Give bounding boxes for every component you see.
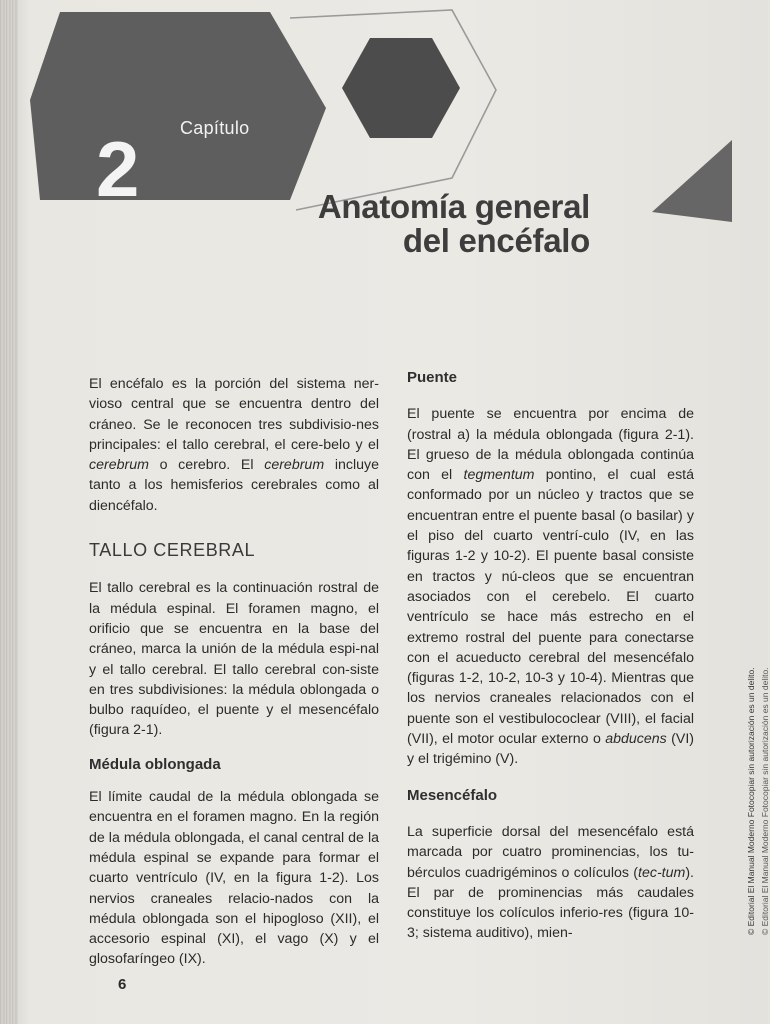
puente-paragraph: [407, 404, 694, 769]
copyright-margin-note-faded: © Editorial El Manual Moderno Fotocopiar sin autorización es un delito.: [760, 667, 770, 935]
chapter-title: [270, 190, 590, 258]
intro-text-1: El encéfalo es la porción del sistema ner-vioso central que se encuentra dentro del cráneo. Se le reconocen tres subdivisio-nes principales: el tallo cerebral, el cere-belo y el: [89, 376, 379, 453]
mesencefalo-text-2: ). El par de prominencias más caudales constituye los colículos inferio-res (figura 10-3; sistema auditivo), mien-: [407, 864, 694, 942]
chapter-title-line-2: del encéfalo: [402, 222, 590, 259]
header-hexagon-small: [342, 38, 460, 138]
intro-text-2: o cerebro. El: [148, 457, 265, 474]
medula-oblongada-paragraph: El límite caudal de la médula oblongada se encuentra en el foramen magno. En la región de la médula oblongada, el canal central de la médula espinal se expande para formar el cuarto ventrículo (IV, en la figura 1-2). Los nervios craneales relacio-nados con la médula oblongada son el hipogloso (XII), el accesorio espinal (XI), el vago (X) y el glosofaríngeo (IX).: [89, 789, 379, 968]
subheading-puente: Puente: [407, 369, 458, 386]
subheading-mesencefalo: Mesencéfalo: [407, 786, 498, 804]
header-hexagon-main: [30, 12, 326, 200]
intro-paragraph: [89, 374, 379, 516]
chapter-title-line-1: Anatomía general: [317, 188, 590, 225]
intro-text-3: incluye tanto a los hemisferios cerebrales como al diencéfalo.: [89, 457, 379, 514]
mesencefalo-paragraph: [407, 822, 694, 944]
copyright-margin-note: © Editorial El Manual Moderno Fotocopiar sin autorización es un delito.: [746, 667, 756, 935]
mesencefalo-italic-1: tec-tum: [638, 864, 686, 881]
intro-italic-2: cerebrum: [264, 457, 325, 474]
puente-italic-2: abducens: [605, 731, 667, 748]
left-column: [89, 374, 379, 970]
header-triangle-right: [652, 140, 732, 222]
puente-text-3: (VI) y el trigémino (V).: [407, 731, 694, 768]
page-number: 6: [118, 976, 127, 993]
intro-italic-1: cerebrum: [89, 457, 149, 474]
chapter-number: 2: [96, 125, 140, 213]
right-column: [407, 368, 694, 944]
puente-text-2: pontino, el cual está conformado por un núcleo y tractos que se encuentran entre el puente basal (o basilar) y el piso del cuarto ventrí-culo (IV, en las figuras 1-2 y 10-2). El puente basal consiste en tractos y nú-cleos que se encuentran asociados con el cerebelo. El cuarto ventrículo se hace más estrecho en el extremo rostral del puente para conectarse con el acueducto cerebral del mesencéfalo (figuras 1-2, 10-2, 10-3 y 10-4). Mientras que los nervios craneales relacionados con el puente son el vestibulococlear (VIII), el facial (VII), el motor ocular externo o: [407, 467, 694, 748]
subheading-medula-oblongada: Médula oblongada: [89, 755, 221, 773]
puente-italic-1: tegmentum: [463, 467, 535, 484]
tallo-cerebral-paragraph: El tallo cerebral es la continuación rostral de la médula espinal. El foramen magno, el orificio que se encuentra en la base del cráneo, marca la unión de la médula espi-nal y el tallo cerebral. El tallo cerebral con-siste en tres subdivisiones: la médula oblongada o bulbo raquídeo, el puente y el mesencéfalo (figura 2-1).: [89, 580, 379, 739]
puente-text-1: El puente se encuentra por encima de (rostral a) la médula oblongada (figura 2-1). El grueso de la médula oblongada continúa con el: [407, 406, 694, 484]
mesencefalo-text-1: La superficie dorsal del mesencéfalo está marcada por cuatro prominencias, los tu-bérculos cuadrigéminos o colículos (: [407, 823, 694, 881]
section-heading-tallo-cerebral: TALLO CEREBRAL: [89, 540, 256, 561]
chapter-label: Capítulo: [180, 118, 250, 138]
